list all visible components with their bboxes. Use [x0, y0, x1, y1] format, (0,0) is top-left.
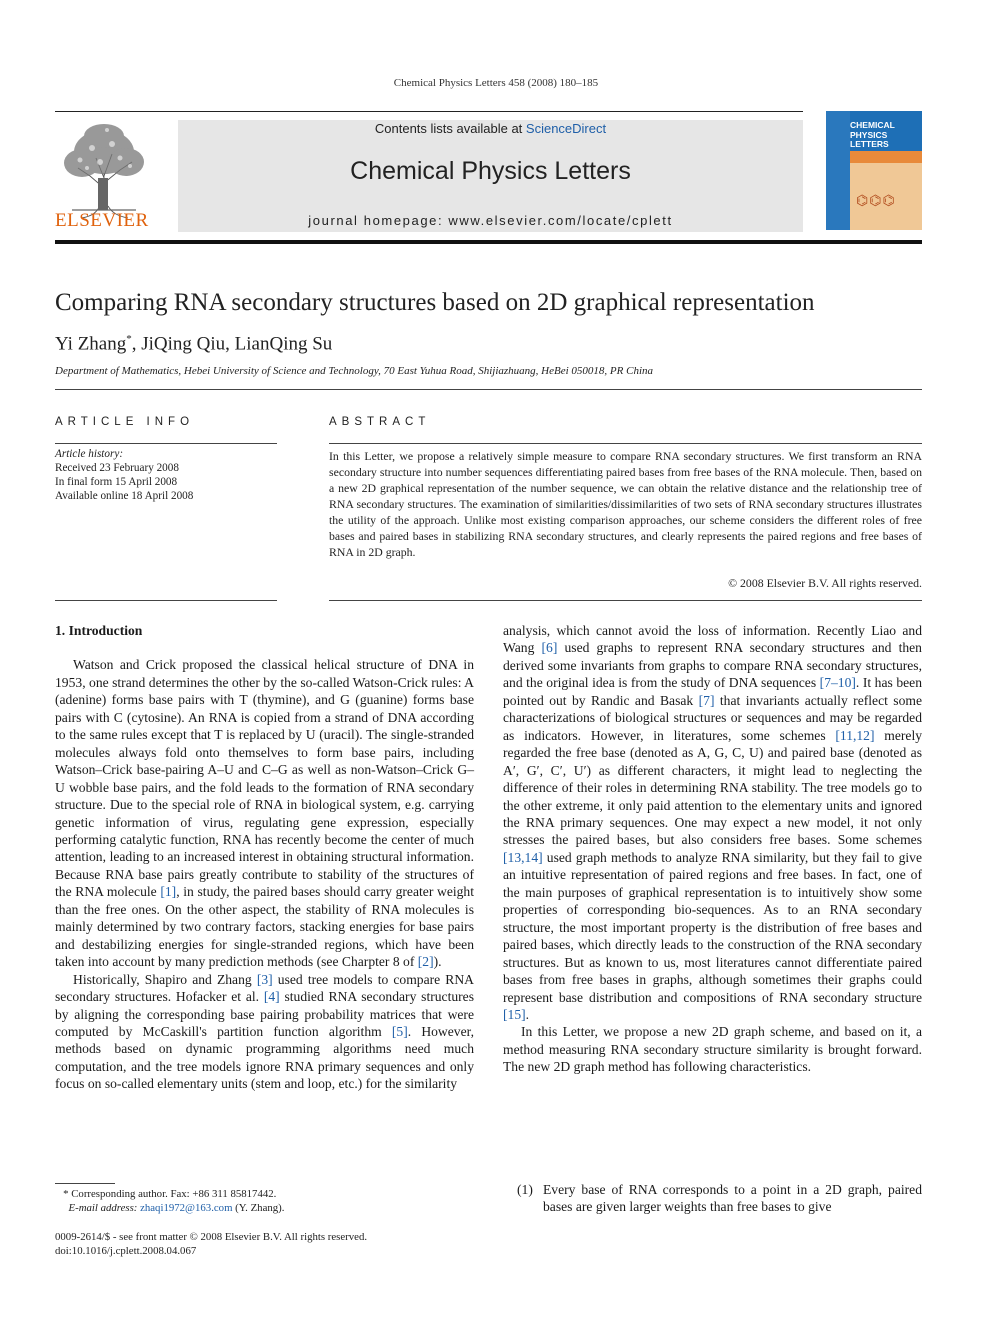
- email-label: E-mail address:: [68, 1202, 138, 1214]
- body-left-column: [55, 622, 474, 1093]
- text-run: that invariants actually reflect some characterizations of biological structures or sequences and may be regarded as indicators. However, in literatures, some schemes: [503, 692, 922, 743]
- characteristics-list-item: [503, 1181, 922, 1216]
- abstract-text: In this Letter, we propose a relatively simple measure to compare RNA secondary structures. We first transform an RNA secondary structure into number sequences differentiating paired bases from free bases of the RNA molecule. Then, based on a new 2D graphical representation of the number sequence, we can obtain the relative distance and the relationship tree of RNA secondary structures. The examination of similarities/dissimilarities of two sets of RNA secondary structures illustrates the utility of the approach. Unlike most existing comparison approaches, our scheme considers the different roles of free bases and paired bases in stabilizing RNA secondary structures, and clearly represents the paired regions and free bases of RNA in 2D graph.: [329, 449, 922, 559]
- front-matter: [55, 1231, 475, 1258]
- author-list: , JiQing Qiu, LianQing Su: [131, 333, 333, 355]
- paragraph: [55, 971, 474, 1093]
- text-run: studied RNA secondary structures by aligning the corresponding base pairing probability matrices that were computed by McCaskill's partition function algorithm: [55, 989, 474, 1039]
- doi-line[interactable]: doi:10.1016/j.cplett.2008.04.067: [55, 1244, 197, 1257]
- top-rule: [55, 111, 803, 112]
- citation-link[interactable]: [6]: [541, 640, 558, 656]
- elsevier-wordmark: ELSEVIER: [55, 210, 149, 231]
- footnote-corresponding-text: Corresponding author. Fax: +86 311 85817442.: [68, 1188, 277, 1200]
- history-online: Available online 18 April 2008: [55, 490, 194, 502]
- text-run: used graphs to represent RNA secondary structures and then derived some invariants from graphs to compare RNA secondary structures, and the original idea is from the study of DNA sequences: [503, 640, 922, 691]
- citation-link[interactable]: [1]: [160, 884, 177, 900]
- text-run: Historically, Shapiro and Zhang: [73, 971, 257, 987]
- text-run: . It has been pointed out by Randic and Basak: [503, 675, 922, 708]
- cover-band-top: [850, 151, 922, 163]
- text-run: Watson and Crick proposed the classical helical structure of DNA in 1953, one strand determines the other by the so-called Watson-Crick rules: A (adenine) forms base pairs with T (thymine), and G (guanine) forms base pairs with C (cytosine). An RNA is copied from a strand of DNA according to the same rules except that T is replaced by U (uracil). The single-stranded molecules always fold onto themselves to form base pairs, including Watson–Crick base-pairing A–U and C–G as well as non-Watson–Crick G–U wobble base pairs, and the fold leads to the formation of RNA secondary structure. Due to the special role of RNA in biological system, e.g. carrying genetic information of virus, regulating gene expression, especially performing catalytic function, RNA has recently become the center of much attention, leading to an increased interest in obtaining structural information. Because RNA base pairs greatly contribute to stability of the structures of the RNA molecule: [55, 657, 474, 900]
- paragraph: [503, 622, 922, 1023]
- citation-link[interactable]: [13,14]: [503, 849, 543, 865]
- citation-link[interactable]: [3]: [256, 971, 273, 987]
- cover-side-band: [826, 111, 850, 230]
- history-received: Received 23 February 2008: [55, 462, 179, 474]
- affiliation-rule: [55, 389, 922, 390]
- contents-line: [178, 121, 803, 136]
- citation-link[interactable]: [7–10]: [819, 675, 856, 691]
- citation-link[interactable]: [15]: [503, 1006, 526, 1022]
- cover-title-line: LETTERS: [850, 139, 889, 149]
- journal-cover-image: [826, 111, 922, 230]
- citation-link[interactable]: [7]: [698, 692, 715, 708]
- cover-molecule-icon: ⌬⌬⌬: [856, 194, 896, 209]
- journal-homepage[interactable]: journal homepage: www.elsevier.com/locate/cplett: [308, 213, 673, 228]
- header-thick-rule: [55, 240, 922, 244]
- citation-link[interactable]: [11,12]: [835, 727, 875, 743]
- paragraph: [55, 656, 474, 970]
- article-info-label: ARTICLE INFO: [55, 416, 195, 428]
- sciencedirect-link[interactable]: ScienceDirect: [525, 121, 607, 136]
- text-run: . However, methods based on dynamic programming algorithms need much computation, and the tree models ignore RNA primary sequences and only focus on so-called elementary units (stem and loop, etc.) for the similarity: [55, 1023, 474, 1092]
- text-run: .: [525, 1006, 530, 1022]
- list-text: Every base of RNA corresponds to a point in a 2D graph, paired bases are given larger weights than free bases to give: [543, 1182, 922, 1215]
- text-run: ).: [433, 954, 442, 970]
- history-final-form: In final form 15 April 2008: [55, 476, 178, 488]
- issn-line: 0009-2614/$ - see front matter © 2008 Elsevier B.V. All rights reserved.: [55, 1231, 368, 1243]
- abstract-label: ABSTRACT: [329, 416, 431, 428]
- email-suffix: (Y. Zhang).: [232, 1202, 285, 1214]
- text-run: analysis, which cannot avoid the loss of information. Recently Liao and Wang: [503, 623, 922, 656]
- abstract-bottom-rule: [329, 600, 922, 601]
- citation-link[interactable]: [2]: [417, 954, 434, 970]
- author-corresponding[interactable]: Yi Zhang: [55, 333, 127, 355]
- abstract-copyright: © 2008 Elsevier B.V. All rights reserved.: [728, 576, 922, 590]
- section-heading: 1. Introduction: [55, 623, 143, 638]
- footnote-email: [55, 1201, 475, 1215]
- affiliation: Department of Mathematics, Hebei University of Science and Technology, 70 East Yuhua Road, Shijiazhuang, HeBei 050018, PR China: [55, 365, 654, 377]
- text-run: merely regarded the free base (denoted as A, G, C, U) and paired base (denoted as A′, G′, C′, U′) as different characters, it might lead to neglecting the difference of their roles in determining RNA stability. The tree models go to the other extreme, it only paid attention to the elementary units and ignored the RNA primary sequences. One may expect a new model, it not only stresses the paired bases, but also considers free bases. Some schemes: [503, 727, 923, 848]
- article-title: Comparing RNA secondary structures based on 2D graphical representation: [55, 289, 815, 316]
- history-label: Article history:: [55, 448, 124, 460]
- text-run: used graph methods to analyze RNA similarity, but they fail to give an intuitive representation of paired regions and free bases. In fact, one of the main purposes of graphical representation is to intuitively show some properties of corresponding bio-sequences. As to an RNA secondary structure, the most important property is the distribution of free bases and paired bases, which directly leads to the construction of the RNA secondary structures. But as known to us, most literatures cannot differentiate paired bases from free bases in graphs, although sometimes their graphs could represent base distribution and compositions of RNA secondary structure: [503, 849, 922, 1005]
- text-run: used tree models to compare RNA secondary structures. Hofacker et al.: [55, 971, 474, 1005]
- article-info-bottom-rule: [55, 600, 277, 601]
- contents-prefix: Contents lists available at: [374, 121, 526, 136]
- footnote-rule: [55, 1183, 115, 1184]
- cover-title-line: PHYSICS: [850, 129, 888, 140]
- text-run: , in study, the paired bases should carry greater weight than the free ones. On the other aspect, the stability of RNA molecules is mainly determined by two contrary factors, stacking energies for base pairs and destabilizing energies for single-stranded regions, which have been taken into account by many prediction methods (see Charpter 8 of: [55, 884, 474, 970]
- list-number: (1): [517, 1182, 533, 1197]
- article-history: [55, 447, 277, 503]
- article-info-rule: [55, 443, 277, 444]
- email-link[interactable]: zhaqi1972@163.com: [140, 1202, 233, 1214]
- journal-title: Chemical Physics Letters: [350, 157, 631, 185]
- journal-citation: Chemical Physics Letters 458 (2008) 180–185: [393, 77, 599, 89]
- cover-title: [850, 121, 895, 150]
- article-authors: [55, 333, 332, 355]
- citation-link[interactable]: [5]: [391, 1023, 408, 1039]
- corresponding-mark[interactable]: *: [126, 333, 132, 345]
- abstract-rule: [329, 443, 922, 444]
- footnote-mark: *: [63, 1188, 69, 1200]
- citation-link[interactable]: [4]: [263, 989, 280, 1005]
- paragraph: In this Letter, we propose a new 2D graph scheme, and based on it, a method measuring RNA secondary structure similarity is brought forward. The new 2D graph method has following characteristics.: [503, 1024, 922, 1075]
- footnote-corresponding: [55, 1187, 475, 1201]
- footnote: [55, 1187, 475, 1215]
- cover-title-line: CHEMICAL: [850, 120, 895, 130]
- body-right-column: [503, 622, 922, 1076]
